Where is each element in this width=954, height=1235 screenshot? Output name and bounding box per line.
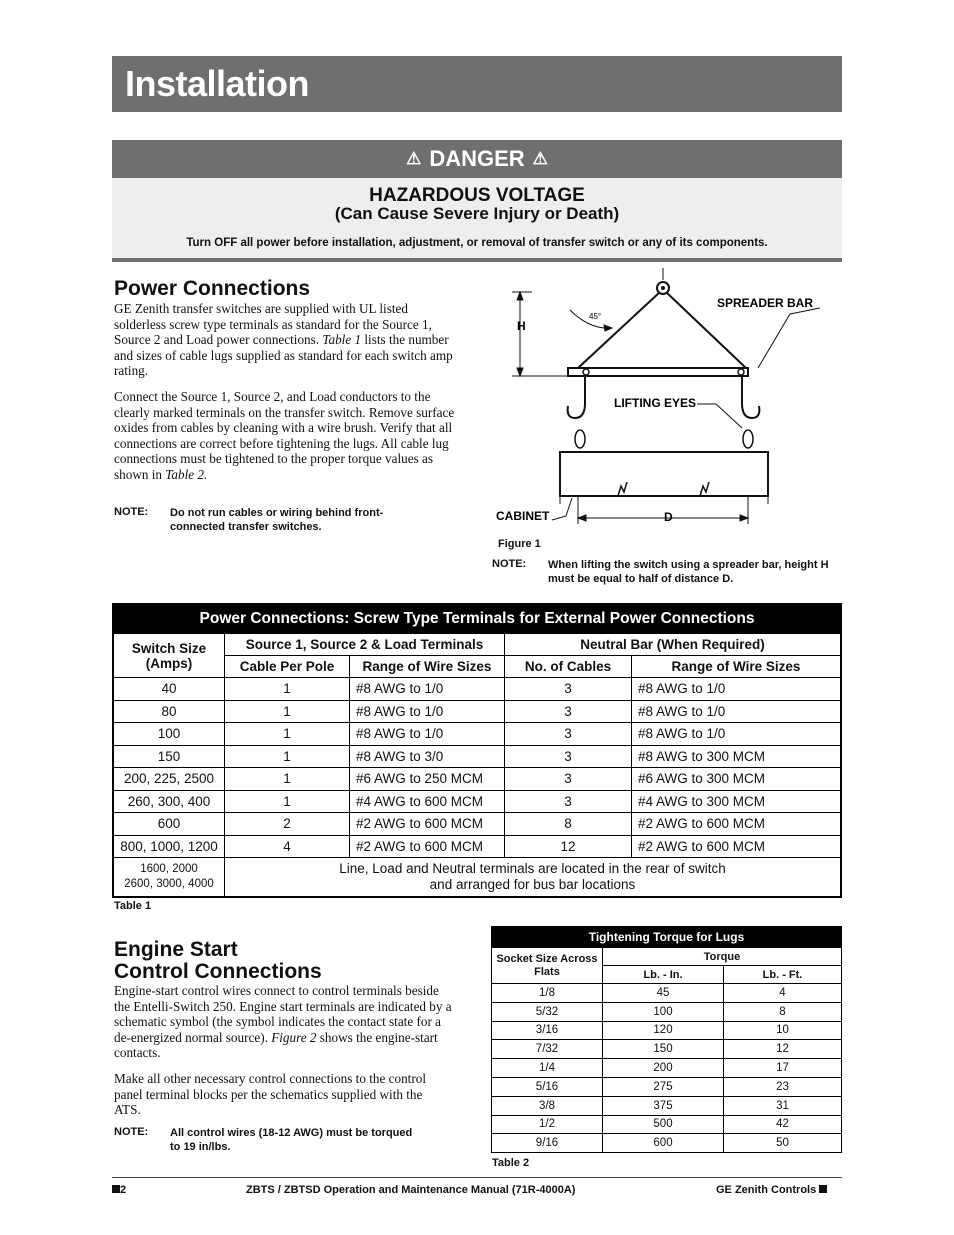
table-row: [492, 1059, 842, 1078]
table-row: [113, 723, 841, 746]
table-cell: #4 AWG to 300 MCM: [632, 790, 842, 813]
warning-icon: ⚠: [532, 149, 548, 168]
table-cell: 3/16: [492, 1021, 603, 1040]
page-number: [112, 1184, 126, 1196]
paragraph-text: lists the number and sizes of cable lugs supplied as standard for each switch amp rating.: [114, 332, 453, 379]
table-cell: 3: [505, 700, 632, 723]
torque-table: [491, 926, 842, 1153]
table-cell: 31: [724, 1096, 842, 1115]
paragraph-text: Engine-start control wires connect to control terminals beside the Entelli-Switch 250. Engine start terminals are indicated by a schematic symbol (the symbol indicates the contact state for a de-energized normal source).: [114, 983, 452, 1045]
note-label: NOTE:: [114, 506, 149, 518]
warning-icon: ⚠: [406, 149, 422, 168]
table-row: [492, 1134, 842, 1153]
table-cell: [225, 858, 842, 898]
footer-company: [716, 1184, 827, 1196]
square-icon: [819, 1185, 827, 1193]
table-cell: #8 AWG to 1/0: [350, 678, 505, 701]
table-cell: 150: [603, 1040, 724, 1059]
table-cell: 1: [225, 723, 350, 746]
table-cell: #8 AWG to 3/0: [350, 745, 505, 768]
company-name: GE Zenith Controls: [716, 1184, 817, 1196]
footer-manual-title: ZBTS / ZBTSD Operation and Maintenance Manual (71R-4000A): [246, 1184, 576, 1196]
table-cell: 375: [603, 1096, 724, 1115]
table-cell: #8 AWG to 1/0: [632, 700, 842, 723]
power-connections-heading: Power Connections: [114, 277, 311, 300]
table-cell: #6 AWG to 300 MCM: [632, 768, 842, 791]
table-cell: 3: [505, 790, 632, 813]
table-cell: 1: [225, 700, 350, 723]
table-row: [492, 1040, 842, 1059]
note-label: NOTE:: [492, 558, 527, 570]
table-row: [492, 1096, 842, 1115]
table-cell: #2 AWG to 600 MCM: [350, 813, 505, 836]
d-label: D: [664, 510, 673, 524]
danger-banner: [112, 140, 842, 178]
paragraph-text: GE Zenith transfer switches are supplied with UL listed solderless screw type terminals as standard for the Source 1, Source 2 and Load power connections.: [114, 301, 432, 348]
table-row: [113, 678, 841, 701]
footer-divider: [112, 1177, 842, 1178]
table-cell: 1: [225, 678, 350, 701]
table-cell: #8 AWG to 1/0: [350, 723, 505, 746]
table-cell: 7/32: [492, 1040, 603, 1059]
table-cell: 80: [113, 700, 225, 723]
paragraph-text: Connect the Source 1, Source 2, and Load conductors to the clearly marked terminals on the transfer switch. Remove surface oxides from cables by cleaning with a wire brush. Verify that all connections are correct before tightening the lugs. All cable lug connections must be tightened to the proper torque values as shown in: [114, 389, 455, 482]
table-cell: [113, 858, 225, 898]
power-connections-paragraph-2: [114, 389, 464, 483]
table-row: [492, 1115, 842, 1134]
angle-label: 45°: [589, 312, 602, 321]
table-cell: 1/4: [492, 1059, 603, 1078]
table-label: Table 2: [492, 1157, 530, 1169]
power-connections-paragraph-1: [114, 301, 459, 379]
table-cell: 600: [113, 813, 225, 836]
danger-line-2: (Can Cause Severe Injury or Death): [334, 204, 620, 223]
table-cell: 1/8: [492, 984, 603, 1003]
table-cell: 12: [724, 1040, 842, 1059]
table-row: [113, 790, 841, 813]
column-group-header: Neutral Bar (When Required): [505, 634, 842, 656]
heading-line: Engine Start: [114, 938, 238, 961]
table-cell: 50: [724, 1134, 842, 1153]
spreader-bar-label: SPREADER BAR: [717, 296, 814, 310]
table-cell: 600: [603, 1134, 724, 1153]
table-caption: Power Connections: Screw Type Terminals for External Power Connections: [113, 604, 841, 634]
column-group-header: Torque: [603, 948, 842, 966]
table-cell: 800, 1000, 1200: [113, 835, 225, 858]
page-title-bar: [112, 56, 842, 112]
table-row: [113, 700, 841, 723]
table-row: [113, 835, 841, 858]
engine-start-heading: [114, 939, 322, 983]
cell-line: 2600, 3000, 4000: [124, 878, 214, 890]
page-number-text: 2: [120, 1184, 127, 1196]
table-cell: #2 AWG to 600 MCM: [632, 835, 842, 858]
table-cell: 100: [603, 1002, 724, 1021]
table-cell: #4 AWG to 600 MCM: [350, 790, 505, 813]
column-header: Socket Size Across Flats: [492, 948, 603, 984]
table-cell: 1: [225, 768, 350, 791]
table-cell: #6 AWG to 250 MCM: [350, 768, 505, 791]
engine-note-text: All control wires (18-12 AWG) must be torqued to 19 in/lbs.: [170, 1127, 413, 1153]
h-label: H: [517, 319, 526, 333]
table-cell: 1: [225, 790, 350, 813]
column-header: Lb. - In.: [603, 966, 724, 984]
cabinet-label: CABINET: [496, 509, 550, 523]
cell-line: Line, Load and Neutral terminals are located in the rear of switch: [339, 861, 726, 876]
column-header: Lb. - Ft.: [724, 966, 842, 984]
cell-line: 1600, 2000: [140, 863, 198, 875]
table-cell: 200, 225, 2500: [113, 768, 225, 791]
page-title: Installation: [125, 63, 310, 104]
table-cell: 120: [603, 1021, 724, 1040]
table-cell: 1/2: [492, 1115, 603, 1134]
figure-caption: Figure 1: [498, 538, 541, 550]
divider: [112, 258, 842, 262]
note-label: NOTE:: [114, 1126, 149, 1138]
table-row: [492, 1002, 842, 1021]
table-cell: 100: [113, 723, 225, 746]
power-connections-table: [112, 603, 842, 898]
table-cell: #8 AWG to 1/0: [632, 678, 842, 701]
table-cell: 3: [505, 768, 632, 791]
table-cell: 9/16: [492, 1134, 603, 1153]
table-row: [113, 745, 841, 768]
table-cell: 5/16: [492, 1077, 603, 1096]
table-cell: 45: [603, 984, 724, 1003]
table-reference: Table 1: [322, 332, 362, 348]
heading-line: Control Connections: [114, 960, 322, 983]
table-cell: 10: [724, 1021, 842, 1040]
table-row: [492, 1021, 842, 1040]
figure-reference: Figure 2: [271, 1029, 317, 1045]
column-group-header: Source 1, Source 2 & Load Terminals: [225, 634, 505, 656]
table-cell: 12: [505, 835, 632, 858]
table-cell: #8 AWG to 300 MCM: [632, 745, 842, 768]
danger-heading: DANGER: [429, 146, 525, 171]
table-row: [113, 813, 841, 836]
table-row: [113, 768, 841, 791]
engine-start-paragraph-2: Make all other necessary control connections to the control panel terminal blocks per the schematics supplied with the ATS.: [114, 1071, 426, 1118]
table-caption: Tightening Torque for Lugs: [492, 927, 842, 948]
table-cell: 8: [505, 813, 632, 836]
table-cell: #8 AWG to 1/0: [632, 723, 842, 746]
table-row: [492, 984, 842, 1003]
column-header: Cable Per Pole: [225, 656, 350, 678]
power-note-text: Do not run cables or wiring behind front-connected transfer switches.: [170, 507, 384, 533]
danger-line-1: HAZARDOUS VOLTAGE: [369, 185, 585, 206]
square-icon: [112, 1185, 120, 1193]
spreader-bar-figure: [490, 268, 842, 530]
table-cell: 8: [724, 1002, 842, 1021]
table-cell: 200: [603, 1059, 724, 1078]
table-cell: 1: [225, 745, 350, 768]
lifting-eyes-label: LIFTING EYES: [614, 396, 697, 410]
table-cell: 3: [505, 745, 632, 768]
table-cell: 3: [505, 678, 632, 701]
danger-message-box: [112, 178, 842, 258]
engine-start-paragraph-1: [114, 983, 454, 1061]
table-cell: 275: [603, 1077, 724, 1096]
column-header: No. of Cables: [505, 656, 632, 678]
table-cell: 23: [724, 1077, 842, 1096]
table-cell: 260, 300, 400: [113, 790, 225, 813]
table-cell: 2: [225, 813, 350, 836]
table-cell: 500: [603, 1115, 724, 1134]
table-cell: 40: [113, 678, 225, 701]
paragraph-text: shows the engine-start contacts.: [114, 1029, 438, 1061]
table-cell: 4: [225, 835, 350, 858]
table-reference: Table 2.: [165, 466, 208, 482]
table-cell: 3/8: [492, 1096, 603, 1115]
danger-instruction: Turn OFF all power before installation, adjustment, or removal of transfer switch or any of its components.: [186, 237, 768, 249]
table-cell: 5/32: [492, 1002, 603, 1021]
column-header: Range of Wire Sizes: [350, 656, 505, 678]
column-header: Range of Wire Sizes: [632, 656, 842, 678]
table-cell: #8 AWG to 1/0: [350, 700, 505, 723]
table-cell: 42: [724, 1115, 842, 1134]
figure-note-text: When lifting the switch using a spreader bar, height H must be equal to half of distance D.: [548, 559, 829, 585]
table-cell: #2 AWG to 600 MCM: [632, 813, 842, 836]
column-header: Switch Size (Amps): [113, 634, 225, 678]
table-cell: 3: [505, 723, 632, 746]
table-label: Table 1: [114, 900, 152, 912]
table-cell: 150: [113, 745, 225, 768]
table-row: [492, 1077, 842, 1096]
cell-line: and arranged for bus bar locations: [429, 877, 636, 892]
table-cell: #2 AWG to 600 MCM: [350, 835, 505, 858]
table-cell: 4: [724, 984, 842, 1003]
table-cell: 17: [724, 1059, 842, 1078]
